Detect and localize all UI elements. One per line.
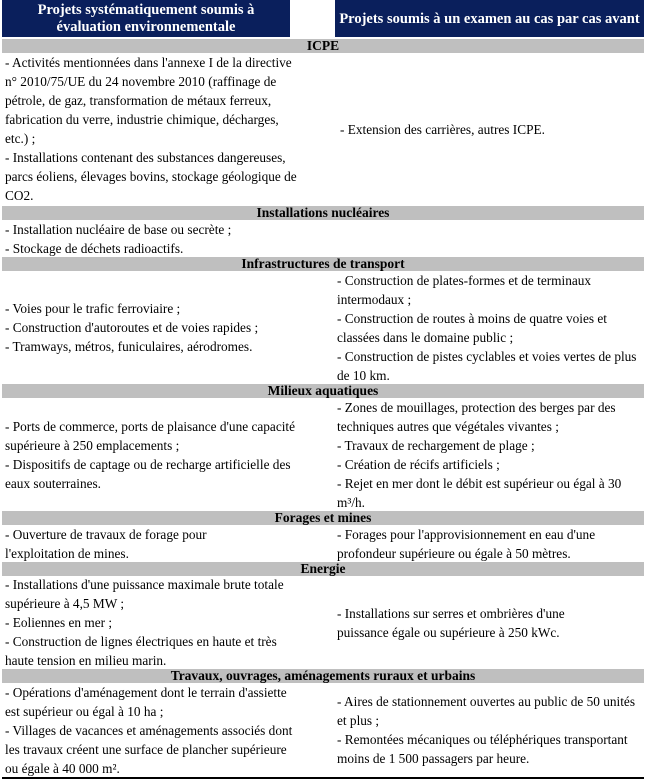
list-item: - Voies pour le trafic ferroviaire ; bbox=[5, 301, 181, 316]
column-header-systematic: Projets systématiquement soumis à évaluation environnementale bbox=[2, 0, 290, 37]
case-by-case-cell-energy bbox=[337, 576, 617, 669]
systematic-cell-energy bbox=[5, 576, 295, 669]
list-item: - Remontées mécaniques ou téléphériques transportant moins de 1 500 passagers par heure. bbox=[337, 732, 628, 766]
category-header-energy: Energie bbox=[2, 562, 644, 576]
list-item: - Construction d'autoroutes et de voies rapides ; bbox=[5, 320, 259, 335]
column-header-case-by-case: Projets soumis à un examen au cas par cas avant bbox=[335, 0, 644, 37]
list-item: - Construction de pistes cyclables et voies vertes de plus de 10 km. bbox=[337, 348, 637, 383]
list-item: - Construction de routes à moins de quatre voies et classées dans le domaine public ; bbox=[337, 310, 607, 345]
list-item: - Zones de mouillages, protection des berges par des techniques autres que végétales vivantes ; bbox=[337, 399, 616, 434]
case-by-case-cell-aquatic bbox=[337, 398, 643, 511]
list-item: - Stockage de déchets radioactifs. bbox=[5, 240, 184, 256]
category-header-aquatic: Milieux aquatiques bbox=[2, 384, 644, 398]
case-by-case-cell-drilling-mines bbox=[337, 525, 643, 562]
list-item: - Installations contenant des substances dangereuses, parcs éoliens, élevages bovins, stockage géologique de CO2. bbox=[5, 150, 297, 203]
list-item: - Eoliennes en mer ; bbox=[5, 615, 113, 630]
systematic-cell-aquatic bbox=[5, 398, 305, 511]
systematic-cell-works-rural-urban bbox=[5, 683, 295, 777]
list-item: - Tramways, métros, funiculaires, aérodromes. bbox=[5, 339, 253, 354]
list-item: - Extension des carrières, autres ICPE. bbox=[340, 121, 545, 137]
list-item: - Ports de commerce, ports de plaisance d'une capacité supérieure à 250 emplacements ; bbox=[5, 418, 296, 453]
case-by-case-cell-works-rural-urban bbox=[337, 683, 637, 777]
systematic-cell-icpe bbox=[5, 53, 305, 205]
list-item: - Travaux de rechargement de plage ; bbox=[337, 437, 535, 453]
list-item: - Activités mentionnées dans l'annexe I de la directive n° 2010/75/UE du 24 novembre 2010 (raffinage de pétrole, de gaz, transformation de métaux ferreux, fabrication du verre, industrie chimique, décharges, etc.) ; bbox=[5, 55, 292, 146]
systematic-cell-drilling-mines bbox=[5, 525, 265, 562]
case-by-case-cell-nuclear bbox=[337, 220, 643, 257]
list-item: - Opérations d'aménagement dont le terrain d'assiette est supérieur ou égal à 10 ha ; bbox=[5, 684, 287, 719]
list-item: - Dispositifs de captage ou de recharge artificielle des eaux souterraines. bbox=[5, 456, 291, 491]
category-header-drilling-mines: Forages et mines bbox=[2, 511, 644, 525]
category-header-icpe: ICPE bbox=[2, 39, 644, 53]
case-by-case-cell-icpe bbox=[340, 53, 646, 205]
category-header-transport: Infrastructures de transport bbox=[2, 257, 644, 271]
list-item: - Installation nucléaire de base ou secrète ; bbox=[5, 221, 232, 237]
table-bottom-border bbox=[2, 777, 644, 779]
list-item: - Aires de stationnement ouvertes au public de 50 unités et plus ; bbox=[337, 694, 635, 728]
list-item: - Création de récifs artificiels ; bbox=[337, 456, 500, 472]
list-item: - Construction de lignes électriques en haute et très haute tension en milieu marin. bbox=[5, 634, 277, 668]
case-by-case-cell-transport bbox=[337, 271, 643, 384]
systematic-cell-transport bbox=[5, 271, 325, 384]
list-item: - Forages pour l'approvisionnement en eau d'une profondeur supérieure ou égale à 50 mètres. bbox=[337, 526, 596, 561]
list-item: - Rejet en mer dont le débit est supérieur ou égal à 30 m³/h. bbox=[337, 475, 622, 510]
list-item: - Installations sur serres et ombrières d'une puissance égale ou supérieure à 250 kWc. bbox=[337, 605, 565, 640]
list-item: - Construction de plates-formes et de terminaux intermodaux ; bbox=[337, 272, 592, 307]
category-header-nuclear: Installations nucléaires bbox=[2, 206, 644, 220]
systematic-cell-nuclear bbox=[5, 220, 325, 257]
list-item: - Installations d'une puissance maximale brute totale supérieure à 4,5 MW ; bbox=[5, 577, 284, 611]
list-item: - Villages de vacances et aménagements associés dont les travaux créent une surface de plancher supérieure ou égale à 40 000 m². bbox=[5, 722, 293, 776]
list-item: - Ouverture de travaux de forage pour l'exploitation de mines. bbox=[5, 526, 207, 561]
category-header-works-rural-urban: Travaux, ouvrages, aménagements ruraux et urbains bbox=[2, 669, 644, 683]
